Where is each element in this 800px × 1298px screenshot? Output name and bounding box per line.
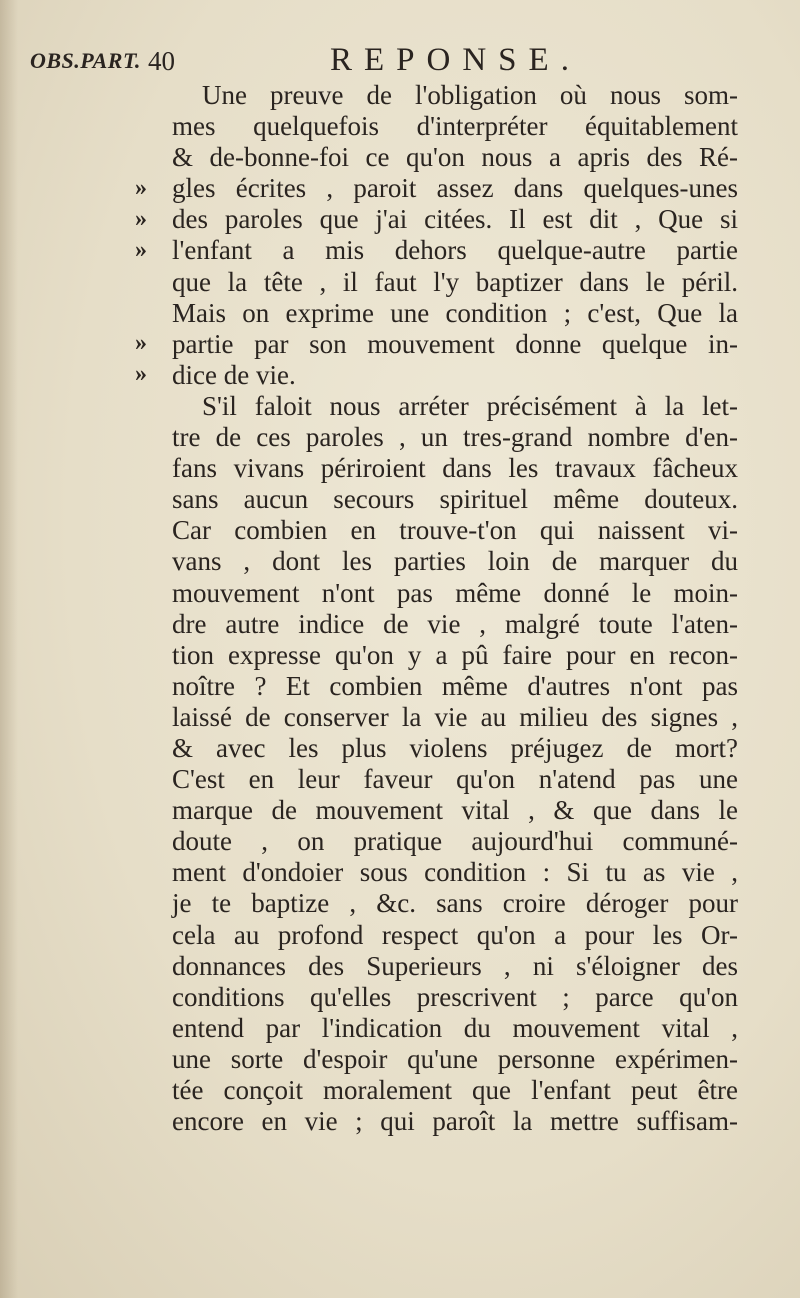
text-line: que la tête , il faut l'y baptizer dans le péril. <box>172 266 738 297</box>
text-line: des paroles que j'ai citées. Il est dit , Que si <box>172 204 738 235</box>
text-line: sans aucun secours spirituel même douteux. <box>172 484 738 515</box>
text-line: laissé de conserver la vie au milieu des signes , <box>172 701 738 732</box>
margin-quote-mark: » <box>135 175 147 201</box>
text-line: encore en vie ; qui paroît la mettre suffisam- <box>172 1106 738 1137</box>
text-line: S'il faloit nous arréter précisément à la let- <box>202 390 738 421</box>
text-line: Une preuve de l'obligation où nous som- <box>202 80 738 110</box>
text-line: cela au profond respect qu'on a pour les Or- <box>172 919 738 950</box>
text-line: dre autre indice de vie , malgré toute l'aten- <box>172 608 738 639</box>
text-line: ment d'ondoier sous condition : Si tu as vie , <box>172 857 738 888</box>
text-line: gles écrites , paroit assez dans quelques-unes <box>172 173 738 204</box>
text-line: fans vivans périroient dans les travaux fâcheux <box>172 453 738 484</box>
text-line: partie par son mouvement donne quelque in- <box>172 328 738 359</box>
body-text <box>172 80 738 1137</box>
text-line: Car combien en trouve-t'on qui naissent vi- <box>172 515 738 546</box>
text-line: vans , dont les parties loin de marquer du <box>172 546 738 577</box>
margin-quote-mark: » <box>135 206 147 232</box>
text-line: conditions qu'elles prescrivent ; parce qu'on <box>172 981 738 1012</box>
text-line: donnances des Superieurs , ni s'éloigner des <box>172 950 738 981</box>
running-head-left: OBS.PART. <box>30 48 141 73</box>
text-line: l'enfant a mis dehors quelque-autre partie <box>172 235 738 266</box>
text-line: je te baptize , &c. sans croire déroger pour <box>172 888 738 919</box>
page-number: 40 <box>148 46 175 76</box>
text-line: C'est en leur faveur qu'on n'atend pas une <box>172 764 738 795</box>
margin-quote-mark: » <box>135 330 147 356</box>
text-line: tée conçoit moralement que l'enfant peut être <box>172 1075 738 1105</box>
text-line: dice de vie. <box>172 359 296 390</box>
text-line: Mais on exprime une condition ; c'est, Que la <box>172 297 738 328</box>
running-head <box>30 42 770 82</box>
margin-quote-mark: » <box>135 237 147 263</box>
text-line: doute , on pratique aujourd'hui communé- <box>172 826 738 857</box>
margin-quote-mark: » <box>135 361 147 387</box>
text-line: & avec les plus violens préjugez de mort? <box>172 732 738 763</box>
text-line: tion expresse qu'on y a pû faire pour en recon- <box>172 639 738 670</box>
text-line: marque de mouvement vital , & que dans le <box>172 795 738 826</box>
text-line: mouvement n'ont pas même donné le moin- <box>172 577 738 608</box>
text-line: tre de ces paroles , un tres-grand nombre d'en- <box>172 422 738 453</box>
text-line: une sorte d'espoir qu'une personne expérimen- <box>172 1043 738 1074</box>
text-line: entend par l'indication du mouvement vital , <box>172 1012 738 1043</box>
text-line: noître ? Et combien même d'autres n'ont pas <box>172 670 738 701</box>
text-line: mes quelquefois d'interpréter équitablement <box>172 111 738 142</box>
text-line: & de-bonne-foi ce qu'on nous a apris des Ré- <box>172 142 738 173</box>
running-head-title: REPONSE. <box>330 42 581 78</box>
